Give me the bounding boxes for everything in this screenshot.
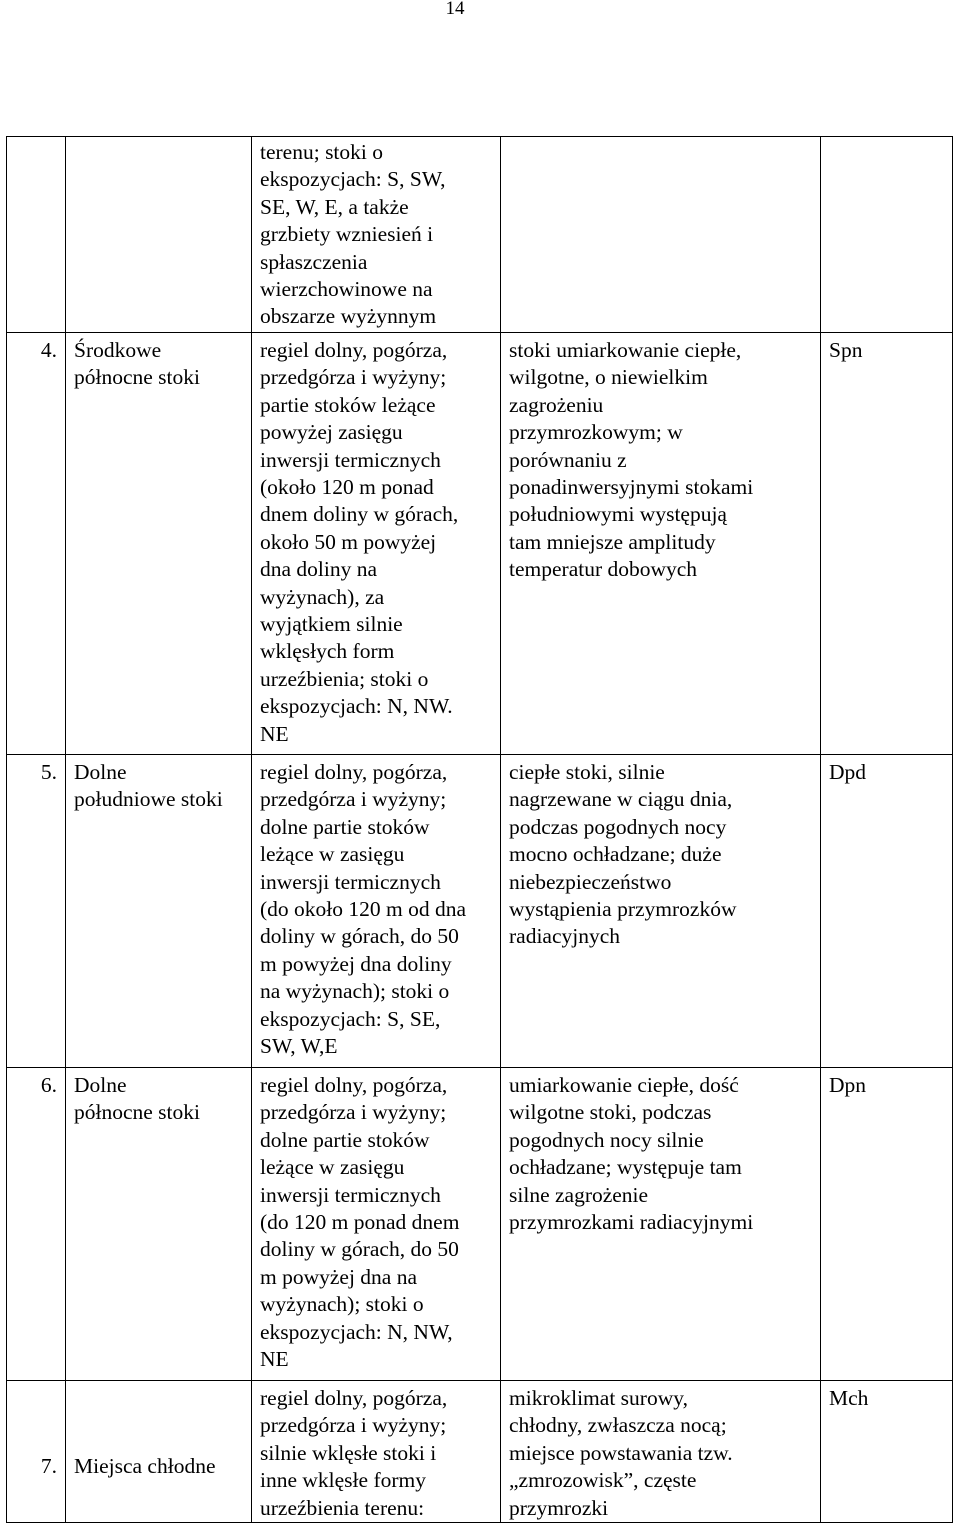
table-row: [7, 137, 953, 333]
table-row: [7, 1381, 953, 1523]
slope-type: Miejsca chłodne: [66, 1381, 252, 1523]
table-row: [7, 333, 953, 755]
row-number: [7, 137, 66, 333]
symbol-code: Dpn: [821, 1068, 953, 1381]
slope-type: Dolne południowe stoki: [66, 755, 252, 1068]
table-row: [7, 755, 953, 1068]
climate-description: stoki umiarkowanie ciepłe, wilgotne, o niewielkim zagrożeniu przymrozkowym; w porównaniu z ponadinwersyjnymi stokami południowymi występują tam mniejsze amplitudy temperatur dobowych: [501, 333, 821, 755]
page-number: 14: [445, 0, 465, 19]
symbol-code: Spn: [821, 333, 953, 755]
climate-description: [501, 137, 821, 333]
classification-table: [6, 136, 953, 1523]
slope-type: Dolne północne stoki: [66, 1068, 252, 1381]
row-number: 4.: [7, 333, 66, 755]
symbol-code: Mch: [821, 1381, 953, 1523]
location-description: regiel dolny, pogórza, przedgórza i wyżyny; dolne partie stoków leżące w zasięgu inwersji termicznych (do około 120 m od dna doliny w górach, do 50 m powyżej dna doliny na wyżynach); stoki o ekspozycjach: S, SE, SW, W,E: [252, 755, 501, 1068]
location-description: regiel dolny, pogórza, przedgórza i wyżyny; partie stoków leżące powyżej zasięgu inwersji termicznych (około 120 m ponad dnem doliny w górach, około 50 m powyżej dna doliny na wyżynach), za wyjątkiem silnie wklęsłych form urzeźbienia; stoki o ekspozycjach: N, NW. NE: [252, 333, 501, 755]
row-number: 5.: [7, 755, 66, 1068]
slope-type: [66, 137, 252, 333]
location-description: regiel dolny, pogórza, przedgórza i wyżyny; silnie wklęsłe stoki i inne wklęsłe formy urzeźbienia terenu:: [252, 1381, 501, 1523]
location-description: terenu; stoki o ekspozycjach: S, SW, SE, W, E, a także grzbiety wzniesień i spłaszczenia wierzchowinowe na obszarze wyżynnym: [252, 137, 501, 333]
table-row: [7, 1068, 953, 1381]
slope-type: Środkowe północne stoki: [66, 333, 252, 755]
row-number: 7.: [7, 1381, 66, 1523]
climate-description: ciepłe stoki, silnie nagrzewane w ciągu dnia, podczas pogodnych nocy mocno ochładzane; duże niebezpieczeństwo wystąpienia przymrozków radiacyjnych: [501, 755, 821, 1068]
climate-description: umiarkowanie ciepłe, dość wilgotne stoki, podczas pogodnych nocy silnie ochładzane; występuje tam silne zagrożenie przymrozkami radiacyjnymi: [501, 1068, 821, 1381]
climate-description: mikroklimat surowy, chłodny, zwłaszcza nocą; miejsce powstawania tzw. „zmrozowisk”, częste przymrozki: [501, 1381, 821, 1523]
symbol-code: [821, 137, 953, 333]
location-description: regiel dolny, pogórza, przedgórza i wyżyny; dolne partie stoków leżące w zasięgu inwersji termicznych (do 120 m ponad dnem doliny w górach, do 50 m powyżej dna na wyżynach); stoki o ekspozycjach: N, NW, NE: [252, 1068, 501, 1381]
symbol-code: Dpd: [821, 755, 953, 1068]
row-number: 6.: [7, 1068, 66, 1381]
